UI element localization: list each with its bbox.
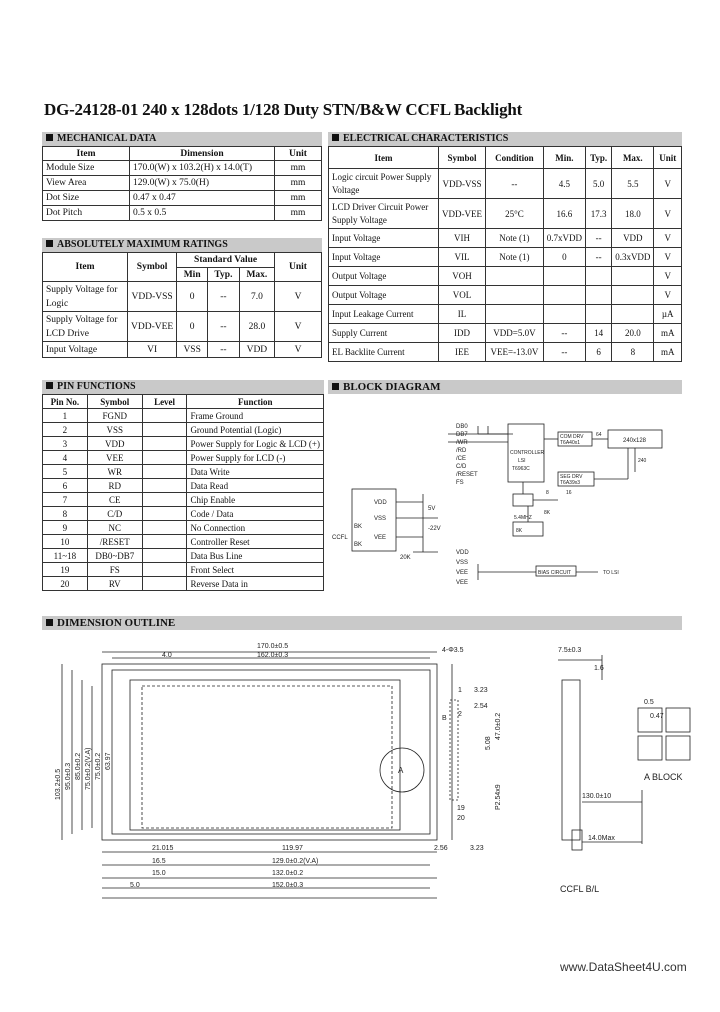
cell: FS [87,563,142,577]
table-row [329,229,682,248]
cell: IL [439,305,486,324]
cell: 8 [612,343,654,362]
table-row [43,521,324,535]
table-row [43,161,322,176]
cell: WR [87,465,142,479]
dim-n2: 2 [458,711,462,718]
dim-ccfl: CCFL B/L [560,884,600,894]
cell: EL Backlite Current [329,343,439,362]
cell: VSS [177,342,208,358]
col-min: Min [177,268,208,282]
table-row [43,312,322,342]
col-typ: Typ. [208,268,240,282]
table-row [329,169,682,199]
cell: Input Leakage Current [329,305,439,324]
cell: Output Voltage [329,286,439,305]
cell: RV [87,577,142,591]
table-row [43,409,324,423]
cell: 4 [43,451,88,465]
col-pin-no: Pin No. [43,395,88,409]
cell: 5 [43,465,88,479]
absolute-max-section [42,238,322,358]
cell: VDD-VSS [128,282,177,312]
electrical-header: ELECTRICAL CHARACTERISTICS [328,132,682,146]
cell: Reverse Data in [187,577,324,591]
cell: LCD Driver Circuit Power Supply Voltage [329,199,439,229]
cell: V [654,199,682,229]
dim-h508: 5.08 [485,736,492,750]
cell: View Area [43,176,130,191]
n16-label: 16 [566,490,572,496]
dim-a: A [398,766,404,775]
chip-label: T6963C [512,466,530,472]
col-item: Item [43,253,128,282]
cell [612,267,654,286]
dim-h75va: 75.0±0.2(V.A) [85,747,92,790]
table-row [43,507,324,521]
cell: 1 [43,409,88,423]
dim-w119: 119.97 [282,845,303,852]
sig-db7: DB7 [456,432,468,438]
dim-w323b: 3.23 [470,845,484,852]
table-row [43,451,324,465]
cell: Data Read [187,479,324,493]
vee2-label: VEE [456,580,469,586]
bias-label: BIAS CIRCUIT [538,570,572,576]
cell: 0 [177,282,208,312]
cell: -- [486,169,544,199]
seg-drv-label: SEG DRV [560,474,583,480]
col-level: Level [142,395,187,409]
dim-w15: 15.0 [152,870,166,877]
col-min: Min. [543,147,585,169]
mechanical-data-header: MECHANICAL DATA [42,132,322,146]
v5-label: 5V [428,506,436,512]
cell: Input Voltage [329,248,439,267]
cell: C/D [87,507,142,521]
cell: VEE [87,451,142,465]
cell: 7 [43,493,88,507]
dim-b047: 0.47 [650,713,664,720]
dim-w132: 132.0±0.2 [272,870,304,877]
cell: VOH [439,267,486,286]
cell: VIL [439,248,486,267]
dim-w162: 162.0±0.3 [257,652,289,659]
cell: VDD [87,437,142,451]
cell [142,465,187,479]
col-symbol: Symbol [87,395,142,409]
block-diagram [328,394,682,599]
cell: CE [87,493,142,507]
absolute-max-table [42,252,322,358]
dim-w16: 1.6 [594,665,604,672]
cell: No Connection [187,521,324,535]
cell: NC [87,521,142,535]
cell: Input Voltage [329,229,439,248]
table-row [43,282,322,312]
watermark: www.DataSheet4U.com [560,960,687,974]
cell [142,451,187,465]
mechanical-data-table [42,146,322,221]
dim-h323: 3.23 [474,687,488,694]
cell: 170.0(W) x 103.2(H) x 14.0(T) [130,161,275,176]
cell: V [654,229,682,248]
table-row [43,577,324,591]
cell: -- [586,229,612,248]
col-item: Item [43,147,130,161]
dim-w5: 5.0 [130,882,140,889]
ram-label: 8K [544,510,551,516]
cell [486,286,544,305]
cell [142,521,187,535]
cell [612,305,654,324]
sig-wr: /WR [456,440,468,446]
cell: VDD-VEE [128,312,177,342]
com-chip-label: T6A40x1 [560,440,581,446]
cell [543,286,585,305]
cell: 16.6 [543,199,585,229]
cell: /RESET [87,535,142,549]
cell [586,305,612,324]
col-symbol: Symbol [128,253,177,282]
table-row [43,465,324,479]
cell [142,493,187,507]
dim-w21: 21.015 [152,845,174,852]
cell: VIH [439,229,486,248]
sig-cd: C/D [456,464,467,470]
col-item: Item [329,147,439,169]
cell: Power Supply for Logic & LCD (+) [187,437,324,451]
col-function: Function [187,395,324,409]
cell: V [654,169,682,199]
cell: 6 [586,343,612,362]
dim-h75: 75.0±0.2 [95,752,102,780]
cell: -- [208,282,240,312]
r20-label: 20K [400,555,411,561]
cell: -- [543,324,585,343]
cell: V [275,282,322,312]
dim-h85: 85.0±0.2 [75,752,82,780]
cell: 7.0 [239,282,274,312]
cell [612,286,654,305]
cell [543,305,585,324]
cell: 19 [43,563,88,577]
dim-n19: 19 [457,805,465,812]
table-row [43,563,324,577]
cell: VDD [239,342,274,358]
table-row [43,191,322,206]
cell: 129.0(W) x 75.0(H) [130,176,275,191]
cell: VDD=5.0V [486,324,544,343]
col-unit: Unit [275,147,322,161]
ram-chip-label: 5.4MHZ [514,515,532,521]
cell: mm [275,161,322,176]
cell: 17.3 [586,199,612,229]
sig-fs: FS [456,480,464,486]
cell: VDD [612,229,654,248]
display-label: 240x128 [623,438,647,444]
cell: 8 [43,507,88,521]
cell [586,286,612,305]
cell: Code / Data [187,507,324,521]
dimension-drawing [2,630,683,910]
cell [586,267,612,286]
cell [543,267,585,286]
pin-functions-section [42,380,324,591]
col-typ: Typ. [586,147,612,169]
electrical-section [328,132,682,362]
cell [142,423,187,437]
block-diagram-header: BLOCK DIAGRAM [328,380,682,394]
to-lsi-label: TO LSI [603,570,619,576]
cell: 9 [43,521,88,535]
cell: 25°C [486,199,544,229]
dim-w165: 16.5 [152,858,166,865]
sig-db0: DB0 [456,424,468,430]
cell: VDD-VSS [439,169,486,199]
table-row [43,535,324,549]
dim-h95: 95.0±0.3 [65,762,72,790]
cell: mA [654,324,682,343]
sig-ce: /CE [456,456,467,462]
table-row [43,206,322,221]
cell [142,479,187,493]
cell: Data Write [187,465,324,479]
cell: µA [654,305,682,324]
cell: mA [654,343,682,362]
seg-chip-label: T6A39x3 [560,480,581,486]
n240-label: 240 [638,458,647,464]
col-unit: Unit [654,147,682,169]
cell: Power Supply for LCD (-) [187,451,324,465]
dim-w170: 170.0±0.5 [257,643,289,650]
table-row [329,199,682,229]
cell: 4.5 [543,169,585,199]
cell: Input Voltage [43,342,128,358]
table-row [43,479,324,493]
dim-h470: 47.0±0.2 [495,712,502,740]
cell: Dot Size [43,191,130,206]
dim-p2: P2.54x9 [495,784,502,810]
table-row [43,549,324,563]
cell: 0 [543,248,585,267]
sig-rd: /RD [456,448,467,454]
vdd2-label: VDD [456,550,469,556]
cell: 0.7xVDD [543,229,585,248]
table-row [43,342,322,358]
dim-c14: 14.0Max [588,835,615,842]
cell [142,437,187,451]
pin-functions-header: PIN FUNCTIONS [42,380,324,394]
block-diagram-section [328,380,682,600]
dimension-header: DIMENSION OUTLINE [42,616,682,630]
cell: Supply Current [329,324,439,343]
dim-c130: 130.0±10 [582,793,612,800]
cell: 11~18 [43,549,88,563]
vo-label: VEE [456,570,469,576]
dim-ablock: A BLOCK [644,772,683,782]
table-row [329,248,682,267]
table-row [43,176,322,191]
vee-label: VEE [374,535,387,541]
cell: V [275,342,322,358]
dim-n1: 1 [458,687,462,694]
cell: VEE=-13.0V [486,343,544,362]
table-row [329,267,682,286]
cell: DB0~DB7 [87,549,142,563]
col-condition: Condition [486,147,544,169]
dim-h63: 63.97 [105,752,112,770]
vss-label: VSS [374,516,387,522]
cell [142,577,187,591]
cell: mm [275,206,322,221]
dim-w75: 7.5±0.3 [558,647,582,654]
cell: Controller Reset [187,535,324,549]
bk2-label: BK [354,542,363,548]
cell: 20 [43,577,88,591]
cell: Module Size [43,161,130,176]
cell: RD [87,479,142,493]
cell: Logic circuit Power Supply Voltage [329,169,439,199]
cell: Note (1) [486,229,544,248]
table-row [329,286,682,305]
dimension-section [42,616,682,906]
dim-hole: 4-Φ3.5 [442,647,464,654]
cell: Chip Enable [187,493,324,507]
dim-w256: 2.56 [434,845,448,852]
dim-h103: 103.2±0.5 [55,768,62,800]
cell: V [275,312,322,342]
cell: Ground Potential (Logic) [187,423,324,437]
vss2-label: VSS [456,560,469,566]
cell: mm [275,191,322,206]
ccfl-label: CCFL [332,535,348,541]
bk-label: BK [354,524,363,530]
cell: VOL [439,286,486,305]
cell: 5.5 [612,169,654,199]
cell: 2 [43,423,88,437]
table-row [329,324,682,343]
dim-w4: 4.0 [162,652,172,659]
cell: Note (1) [486,248,544,267]
cell: V [654,267,682,286]
table-row [329,305,682,324]
com-drv-label: COM DRV [560,434,584,440]
cell: VI [128,342,177,358]
cell: IDD [439,324,486,343]
dim-b05: 0.5 [644,699,654,706]
col-symbol: Symbol [439,147,486,169]
col-standard-value: Standard Value [177,253,275,268]
cell: -- [586,248,612,267]
cell: -- [543,343,585,362]
cell: Dot Pitch [43,206,130,221]
sig-reset: /RESET [456,472,478,478]
cell: 10 [43,535,88,549]
col-dimension: Dimension [130,147,275,161]
cell: VSS [87,423,142,437]
absolute-max-header: ABSOLUTELY MAXIMUM RATINGS [42,238,322,252]
cell [486,305,544,324]
col-max: Max. [612,147,654,169]
cell: 0.5 x 0.5 [130,206,275,221]
vdd-label: VDD [374,500,387,506]
sram-label: 8K [516,528,523,534]
lsi-label: LSI [518,458,526,464]
dim-w152: 152.0±0.3 [272,882,304,889]
cell: 0 [177,312,208,342]
electrical-table [328,146,682,362]
cell: Output Voltage [329,267,439,286]
cell: Front Select [187,563,324,577]
cell: 14 [586,324,612,343]
n64-label: 64 [596,432,602,438]
cell: 20.0 [612,324,654,343]
cell: 6 [43,479,88,493]
cell: 5.0 [586,169,612,199]
table-row [329,343,682,362]
dim-w129: 129.0±0.2(V.A) [272,858,319,865]
cell: 18.0 [612,199,654,229]
cell: Data Bus Line [187,549,324,563]
cell: -- [208,312,240,342]
cell: mm [275,176,322,191]
cell [142,409,187,423]
cell [142,563,187,577]
col-unit: Unit [275,253,322,282]
cell: 0.3xVDD [612,248,654,267]
cell: 3 [43,437,88,451]
cell [486,267,544,286]
cell: FGND [87,409,142,423]
pin-functions-table [42,394,324,591]
cell: -- [208,342,240,358]
controller-label: CONTROLLER [510,450,545,456]
n8-label: 8 [546,490,549,496]
cell: V [654,248,682,267]
cell: IEE [439,343,486,362]
cell: V [654,286,682,305]
cell: Supply Voltage for Logic [43,282,128,312]
cell: 28.0 [239,312,274,342]
cell: VDD-VEE [439,199,486,229]
cell: 0.47 x 0.47 [130,191,275,206]
cell [142,507,187,521]
dim-n20: 20 [457,815,465,822]
col-max: Max. [239,268,274,282]
table-row [43,423,324,437]
cell: Frame Ground [187,409,324,423]
v22-label: -22V [428,526,441,532]
table-row [43,493,324,507]
cell [142,549,187,563]
cell [142,535,187,549]
table-row [43,437,324,451]
mechanical-data-section [42,132,322,221]
page-title: DG-24128-01 240 x 128dots 1/128 Duty STN/B&W CCFL Backlight [44,100,523,119]
cell: Supply Voltage for LCD Drive [43,312,128,342]
dim-h254: 2.54 [474,703,488,710]
dim-b: B [442,715,447,722]
